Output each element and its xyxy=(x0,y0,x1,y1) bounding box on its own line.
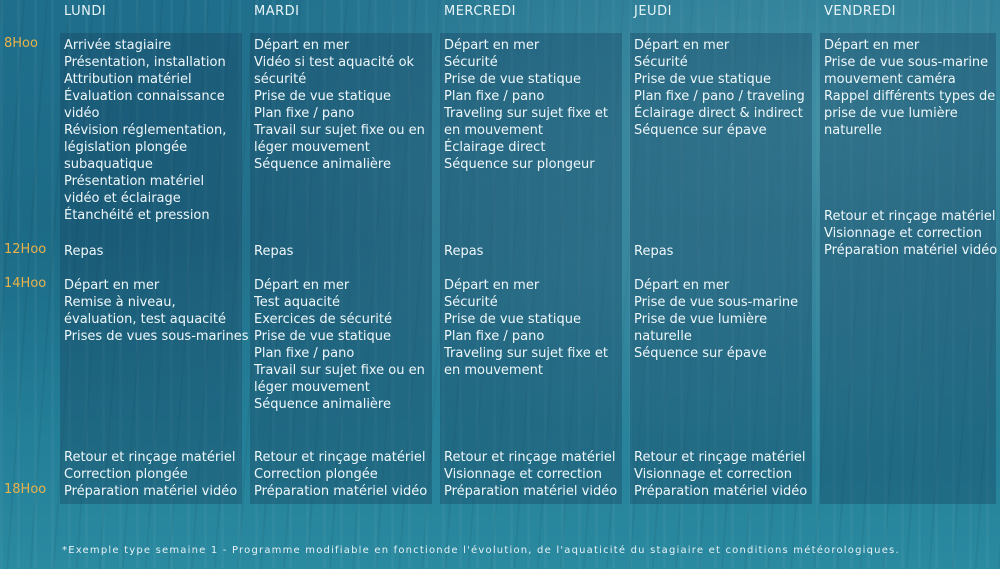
list-item: Sécurité xyxy=(444,55,498,70)
list-item: Séquence sur plongeur xyxy=(444,157,595,172)
list-item: Remise à niveau, xyxy=(64,295,176,310)
footnote: *Exemple type semaine 1 - Programme modifiable en fonctionde l'évolution, de l'aquaticité du stagiaire et conditions météorologiques. xyxy=(62,545,900,556)
list-item: Sécurité xyxy=(444,295,498,310)
lundi-afternoon xyxy=(64,277,249,345)
mercredi-lunch xyxy=(444,243,483,260)
list-item: Arrivée stagiaire xyxy=(64,38,172,53)
list-item: Retour et rinçage matériel xyxy=(824,209,996,224)
vendredi-late-morning xyxy=(824,208,997,259)
list-item: Repas xyxy=(254,244,294,259)
list-item: Plan fixe / pano / traveling xyxy=(634,89,805,104)
list-item: Retour et rinçage matériel xyxy=(444,450,616,465)
vendredi-morning xyxy=(824,37,995,139)
mercredi-evening xyxy=(444,449,617,500)
list-item: Traveling sur sujet fixe et xyxy=(444,106,608,121)
list-item: Départ en mer xyxy=(64,278,160,293)
list-item: Prise de vue statique xyxy=(444,312,581,327)
list-item: léger mouvement xyxy=(254,140,370,155)
mardi-afternoon xyxy=(254,277,425,413)
list-item: Visionnage et correction xyxy=(824,226,982,241)
list-item: naturelle xyxy=(634,329,692,344)
list-item: Retour et rinçage matériel xyxy=(64,450,236,465)
list-item: Travail sur sujet fixe ou en xyxy=(254,123,425,138)
day-header-mercredi: MERCREDI xyxy=(444,4,516,19)
mercredi-morning xyxy=(444,37,608,173)
list-item: en mouvement xyxy=(444,363,543,378)
list-item: Retour et rinçage matériel xyxy=(254,450,426,465)
list-item: Prise de vue lumière xyxy=(634,312,768,327)
list-item: Présentation, installation xyxy=(64,55,226,70)
list-item: Révision réglementation, xyxy=(64,123,227,138)
list-item: Départ en mer xyxy=(254,38,350,53)
list-item: Séquence sur épave xyxy=(634,123,767,138)
list-item: Attribution matériel xyxy=(64,72,192,87)
list-item: législation plongée xyxy=(64,140,188,155)
time-8h: 8Hoo xyxy=(4,36,38,51)
day-header-mardi: MARDI xyxy=(254,4,300,19)
list-item: vidéo et éclairage xyxy=(64,191,181,206)
mardi-morning xyxy=(254,37,425,173)
mercredi-afternoon xyxy=(444,277,608,379)
list-item: Travail sur sujet fixe ou en xyxy=(254,363,425,378)
list-item: Présentation matériel xyxy=(64,174,205,189)
list-item: Prise de vue sous-marine xyxy=(634,295,799,310)
lundi-evening xyxy=(64,449,237,500)
list-item: Plan fixe / pano xyxy=(254,346,355,361)
list-item: Séquence sur épave xyxy=(634,346,767,361)
list-item: Départ en mer xyxy=(634,38,730,53)
list-item: mouvement caméra xyxy=(824,72,956,87)
list-item: Préparation matériel vidéo xyxy=(444,484,618,499)
time-12h: 12Hoo xyxy=(4,242,47,257)
list-item: subaquatique xyxy=(64,157,153,172)
list-item: Prises de vues sous-marines xyxy=(64,329,249,344)
list-item: Prise de vue statique xyxy=(254,329,391,344)
list-item: Exercices de sécurité xyxy=(254,312,392,327)
list-item: Séquence animalière xyxy=(254,397,391,412)
list-item: Sécurité xyxy=(634,55,688,70)
list-item: Éclairage direct xyxy=(444,140,546,155)
list-item: Préparation matériel vidéo xyxy=(634,484,808,499)
jeudi-lunch xyxy=(634,243,673,260)
list-item: Prise de vue statique xyxy=(634,72,771,87)
list-item: Préparation matériel vidéo xyxy=(824,243,998,258)
list-item: Prise de vue statique xyxy=(444,72,581,87)
list-item: Départ en mer xyxy=(824,38,920,53)
list-item: Retour et rinçage matériel xyxy=(634,450,806,465)
list-item: Correction plongée xyxy=(64,467,188,482)
time-14h: 14Hoo xyxy=(4,276,47,291)
list-item: Plan fixe / pano xyxy=(254,106,355,121)
list-item: Prise de vue sous-marine xyxy=(824,55,989,70)
jeudi-morning xyxy=(634,37,805,139)
list-item: Correction plongée xyxy=(254,467,378,482)
lundi-lunch xyxy=(64,243,103,260)
day-header-lundi: LUNDI xyxy=(64,4,107,19)
list-item: Vidéo si test aquacité ok xyxy=(254,55,415,70)
list-item: Test aquacité xyxy=(254,295,341,310)
list-item: Plan fixe / pano xyxy=(444,329,545,344)
list-item: Éclairage direct & indirect xyxy=(634,106,803,121)
list-item: sécurité xyxy=(254,72,307,87)
day-header-vendredi: VENDREDI xyxy=(824,4,896,19)
list-item: Prise de vue statique xyxy=(254,89,391,104)
list-item: Étanchéité et pression xyxy=(64,208,210,223)
day-header-jeudi: JEUDI xyxy=(634,4,672,19)
list-item: en mouvement xyxy=(444,123,543,138)
list-item: Traveling sur sujet fixe et xyxy=(444,346,608,361)
list-item: Visionnage et correction xyxy=(444,467,602,482)
list-item: Évaluation connaissance xyxy=(64,89,225,104)
list-item: Départ en mer xyxy=(444,38,540,53)
list-item: naturelle xyxy=(824,123,882,138)
list-item: léger mouvement xyxy=(254,380,370,395)
list-item: Repas xyxy=(64,244,104,259)
list-item: Séquence animalière xyxy=(254,157,391,172)
mardi-evening xyxy=(254,449,427,500)
list-item: Plan fixe / pano xyxy=(444,89,545,104)
list-item: Visionnage et correction xyxy=(634,467,792,482)
list-item: Préparation matériel vidéo xyxy=(254,484,428,499)
lundi-morning xyxy=(64,37,226,224)
list-item: Départ en mer xyxy=(444,278,540,293)
list-item: prise de vue lumière xyxy=(824,106,958,121)
list-item: Rappel différents types de xyxy=(824,89,996,104)
list-item: Repas xyxy=(444,244,484,259)
list-item: vidéo xyxy=(64,106,100,121)
list-item: évaluation, test aquacité xyxy=(64,312,227,327)
list-item: Départ en mer xyxy=(254,278,350,293)
list-item: Repas xyxy=(634,244,674,259)
list-item: Départ en mer xyxy=(634,278,730,293)
time-18h: 18Hoo xyxy=(4,482,47,497)
jeudi-evening xyxy=(634,449,807,500)
jeudi-afternoon xyxy=(634,277,798,362)
list-item: Préparation matériel vidéo xyxy=(64,484,238,499)
mardi-lunch xyxy=(254,243,293,260)
